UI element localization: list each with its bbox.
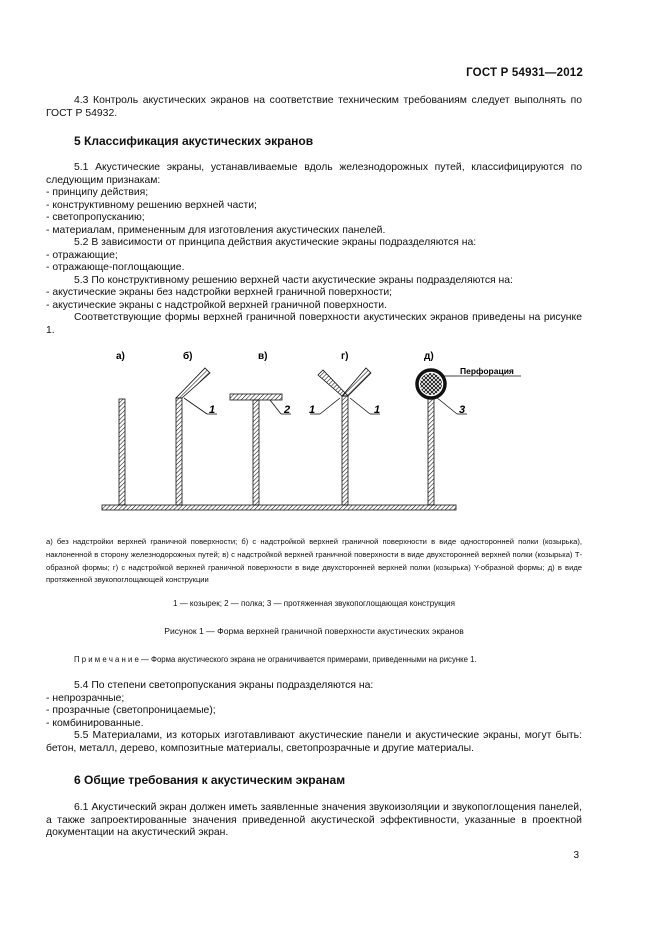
screen-g-right-arm bbox=[342, 368, 371, 396]
paragraph-6-1: 6.1 Акустический экран должен иметь заявленные значения звукоизоляции и звукопоглощения панелей, а также запроектированные значения приведенной акустической эффективности, указанные в проектной документации на акустический экран. bbox=[46, 802, 582, 838]
list-item: - комбинированные. bbox=[46, 717, 144, 729]
figure-label-g: г) bbox=[341, 351, 349, 362]
screen-b-post bbox=[176, 398, 182, 505]
screen-d-post bbox=[428, 397, 434, 505]
screen-a-post bbox=[119, 399, 125, 505]
perforation-label: Перфорация bbox=[460, 366, 514, 376]
list-item: - прозрачные (светопроницаемые); bbox=[46, 705, 216, 716]
callout-3: 3 bbox=[459, 404, 466, 416]
paragraph-5-3: 5.3 По конструктивному решению верхней части акустические экраны подразделяются на: bbox=[74, 274, 513, 286]
screen-g-left-arm bbox=[318, 370, 348, 396]
list-item: - принципу действия; bbox=[46, 187, 149, 198]
section-5-title: 5 Классификация акустических экранов bbox=[74, 134, 314, 148]
screen-v-post bbox=[253, 400, 259, 505]
figure-label-b: б) bbox=[183, 351, 193, 362]
list-item: - материалам, примененным для изготовления акустических панелей. bbox=[46, 224, 386, 236]
paragraph-4-3: 4.3 Контроль акустических экранов на соответствие техническим требованиям следует выполнять по ГОСТ Р 54932. bbox=[46, 95, 582, 119]
paragraph-5-2: 5.2 В зависимости от принципа действия акустические экраны подразделяются на: bbox=[74, 237, 477, 248]
list-item: - отражающие; bbox=[46, 249, 118, 261]
screen-g-post bbox=[342, 396, 348, 505]
list-item: - светопропусканию; bbox=[46, 212, 145, 223]
list-item: - акустические экраны с надстройкой верхней граничной поверхности. bbox=[46, 299, 388, 311]
paragraph-5-1: 5.1 Акустические экраны, устанавливаемые вдоль железнодорожных путей, классифицируются по следующим признакам: bbox=[46, 162, 582, 186]
figure-caption-description: а) без надстройки верхней граничной поверхности; б) с надстройкой верхней граничной поверхности в виде односторонней полки (козырька), наклоненной в сторону железнодорожных путей; в) с надстройкой верхней граничной поверхности в виде двухсторонней верхней полки (козырька) Т-образной формы; г) с надстройкой верхней граничной поверхности в виде двухсторонней верхней полки (козырька) Y-образной формы; д) в виде протяженной звукопоглощающей конструкции bbox=[46, 537, 582, 585]
screen-v-shelf bbox=[230, 394, 282, 400]
paragraph-5-3-figure-ref: Соответствующие формы верхней граничной поверхности акустических экранов приведены на рисунке 1. bbox=[46, 312, 582, 336]
callout-1: 1 bbox=[374, 404, 381, 416]
note: П р и м е ч а н и е — Форма акустического экрана не ограничивается примерами, приведенными на рисунке 1. bbox=[74, 655, 477, 664]
ground-line bbox=[102, 505, 456, 510]
list-item: - непрозрачные; bbox=[46, 692, 125, 704]
callout-1: 1 bbox=[309, 404, 316, 416]
list-item: - акустические экраны без надстройки верхней граничной поверхности; bbox=[46, 287, 393, 298]
page-number: 3 bbox=[573, 850, 579, 861]
figure-legend: 1 — козырек; 2 — полка; 3 — протяженная звукопоглощающая конструкция bbox=[173, 599, 455, 608]
figure-label-v: в) bbox=[258, 351, 268, 362]
section-6-title: 6 Общие требования к акустическим экранам bbox=[74, 773, 346, 787]
list-item: - конструктивному решению верхней части; bbox=[46, 199, 257, 211]
figure-title: Рисунок 1 — Форма верхней граничной поверхности акустических экранов bbox=[164, 626, 464, 636]
callout-1: 1 bbox=[209, 404, 216, 416]
screen-b-canopy bbox=[176, 368, 210, 398]
figure-label-a: а) bbox=[116, 351, 125, 362]
document-header: ГОСТ Р 54931—2012 bbox=[466, 67, 583, 79]
paragraph-5-5: 5.5 Материалами, из которых изготавливают акустические панели и акустические экраны, могут быть: бетон, металл, дерево, композитные материалы, светопрозрачные и другие материалы. bbox=[46, 730, 582, 754]
callout-2: 2 bbox=[284, 404, 291, 416]
figure-label-d: д) bbox=[424, 351, 434, 362]
paragraph-5-4: 5.4 По степени светопропускания экраны подразделяются на: bbox=[74, 680, 374, 691]
list-item: - отражающе-поглощающие. bbox=[46, 262, 185, 273]
